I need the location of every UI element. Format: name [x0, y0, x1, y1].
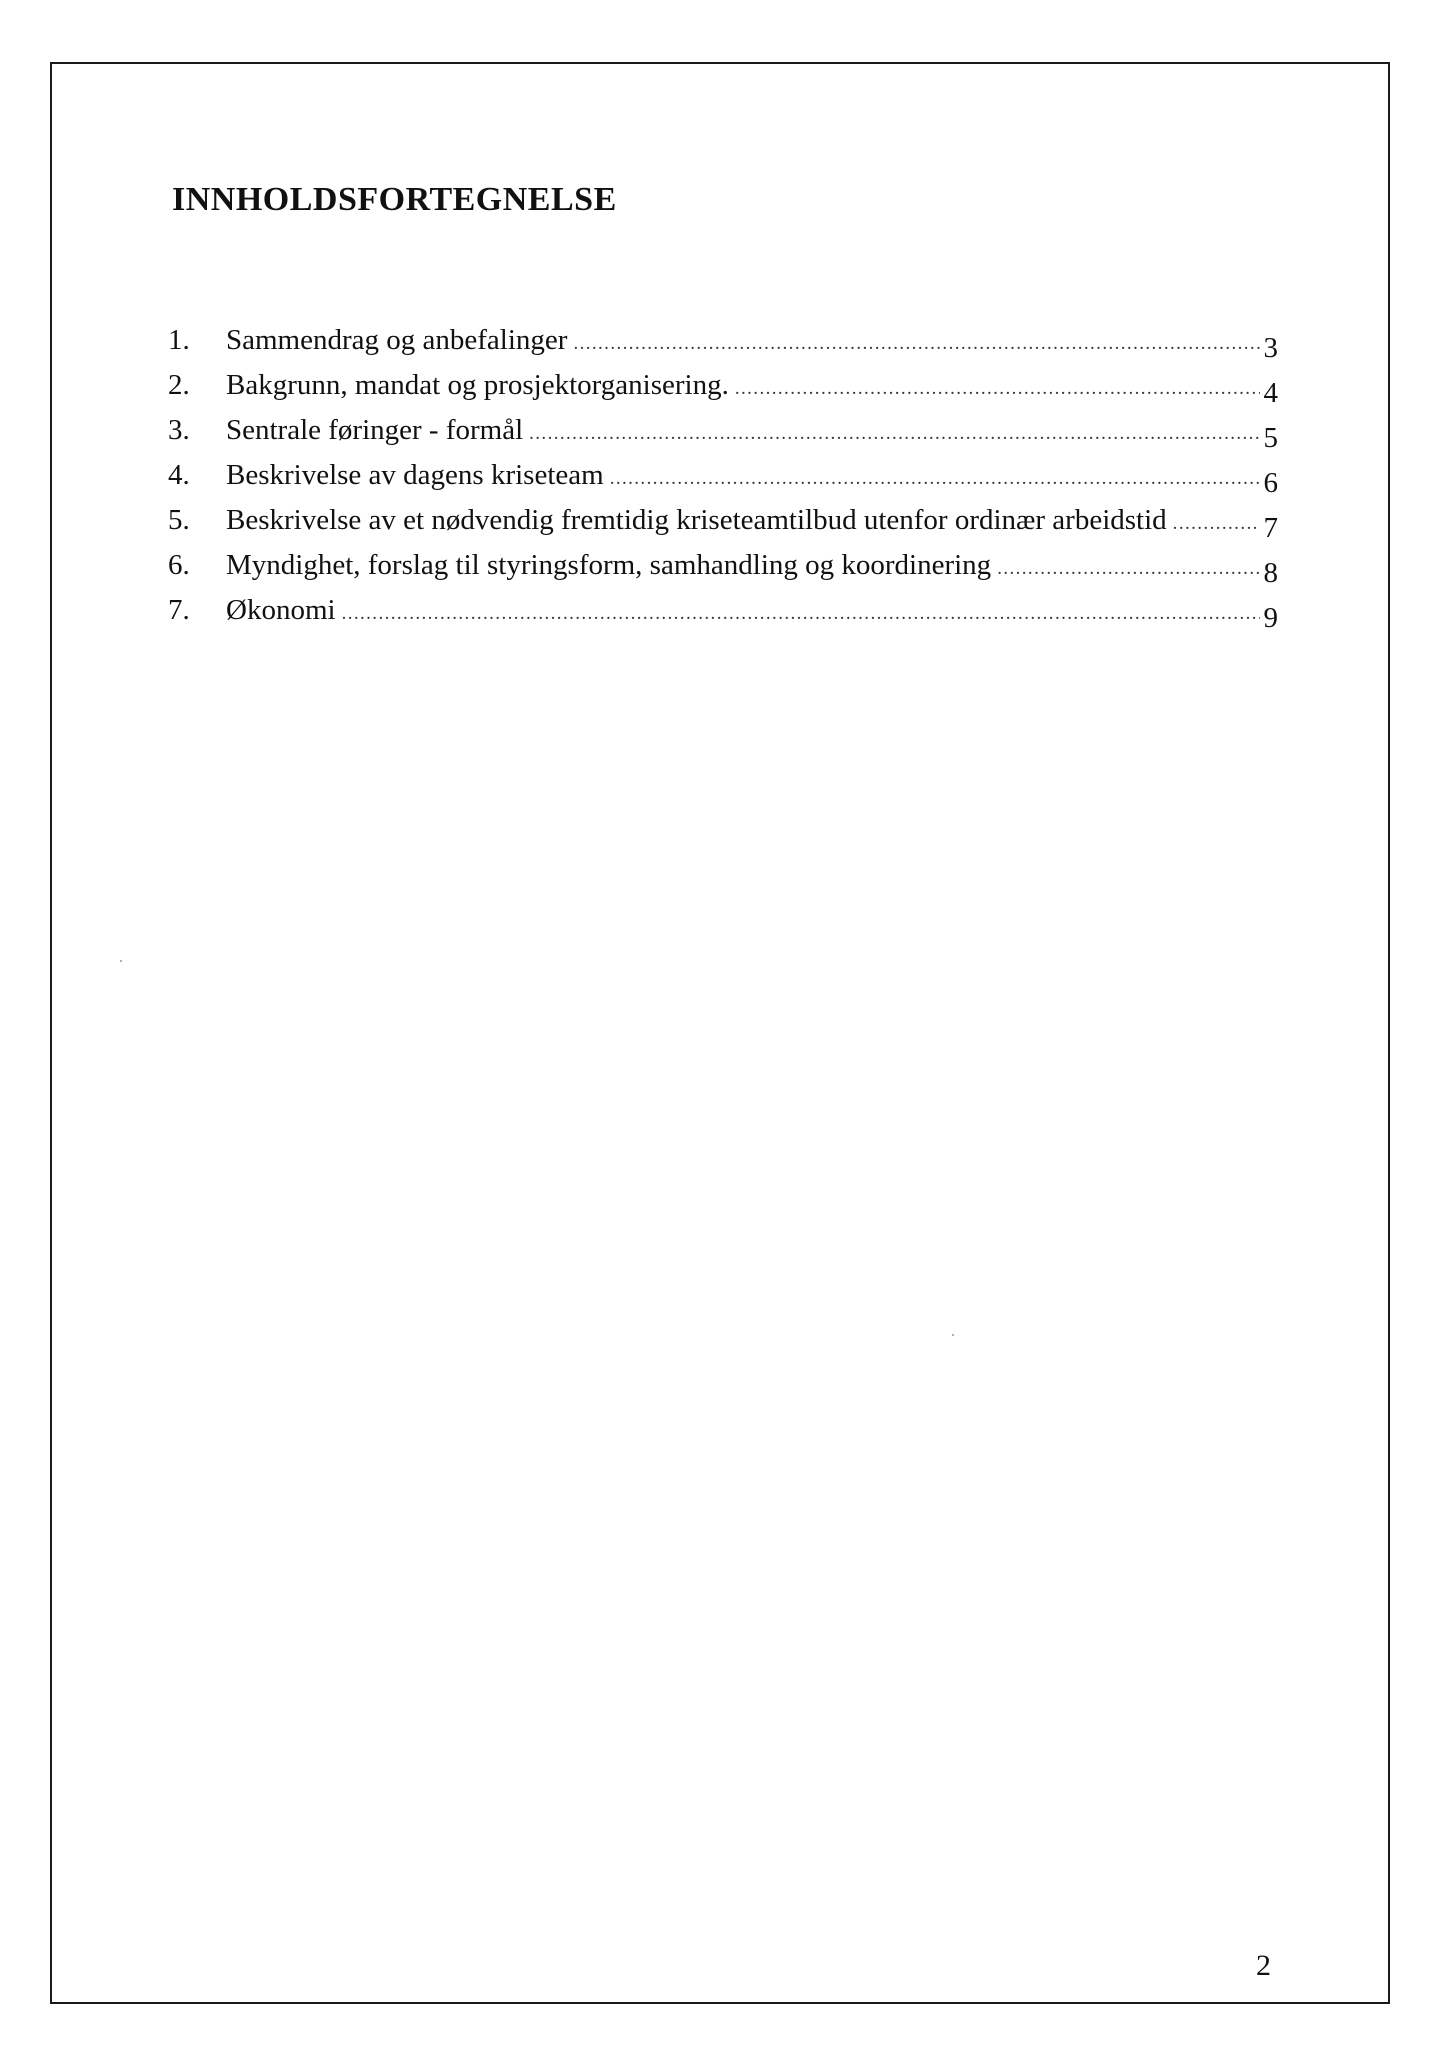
toc-entry-number: 6.: [168, 549, 190, 581]
toc-entry[interactable]: [168, 318, 1278, 363]
toc-entry[interactable]: [168, 363, 1278, 408]
table-of-contents: [168, 318, 1278, 633]
dot-leader: [997, 546, 1259, 591]
toc-entry-page: 3: [1263, 332, 1278, 364]
toc-entry-number: 3.: [168, 414, 190, 446]
scan-speck: [952, 1334, 954, 1336]
dot-leader: [573, 321, 1259, 366]
toc-entry-page: 4: [1263, 377, 1278, 409]
toc-entry-page: 7: [1263, 512, 1278, 544]
dot-leader: [735, 366, 1260, 411]
dot-leader: [529, 411, 1259, 456]
toc-entry-number: 2.: [168, 369, 190, 401]
toc-entry-number: 1.: [168, 324, 190, 356]
toc-entry-label: Bakgrunn, mandat og prosjektorganisering.: [226, 369, 729, 401]
toc-entry-label: Sammendrag og anbefalinger: [226, 324, 568, 356]
toc-entry-page: 9: [1263, 602, 1278, 634]
toc-entry-label: Økonomi: [226, 594, 336, 626]
toc-entry-page: 6: [1263, 467, 1278, 499]
page-title: INNHOLDSFORTEGNELSE: [172, 181, 617, 218]
toc-entry-number: 4.: [168, 459, 190, 491]
toc-entry[interactable]: [168, 543, 1278, 588]
toc-entry[interactable]: [168, 498, 1278, 543]
scan-speck: [120, 960, 122, 962]
toc-entry-label: Beskrivelse av et nødvendig fremtidig kriseteamtilbud utenfor ordinær arbeidstid: [226, 504, 1167, 536]
toc-entry[interactable]: [168, 408, 1278, 453]
toc-entry-label: Myndighet, forslag til styringsform, samhandling og koordinering: [226, 549, 992, 581]
toc-entry-page: 5: [1263, 422, 1278, 454]
toc-entry-label: Sentrale føringer - formål: [226, 414, 524, 446]
toc-entry[interactable]: [168, 588, 1278, 633]
toc-entry-number: 7.: [168, 594, 190, 626]
toc-entry-label: Beskrivelse av dagens kriseteam: [226, 459, 604, 491]
page-number: 2: [1256, 1949, 1271, 1982]
toc-entry[interactable]: [168, 453, 1278, 498]
toc-entry-number: 5.: [168, 504, 190, 536]
dot-leader: [610, 456, 1260, 501]
dot-leader: [1173, 501, 1260, 546]
toc-entry-page: 8: [1263, 557, 1278, 589]
dot-leader: [342, 591, 1260, 636]
